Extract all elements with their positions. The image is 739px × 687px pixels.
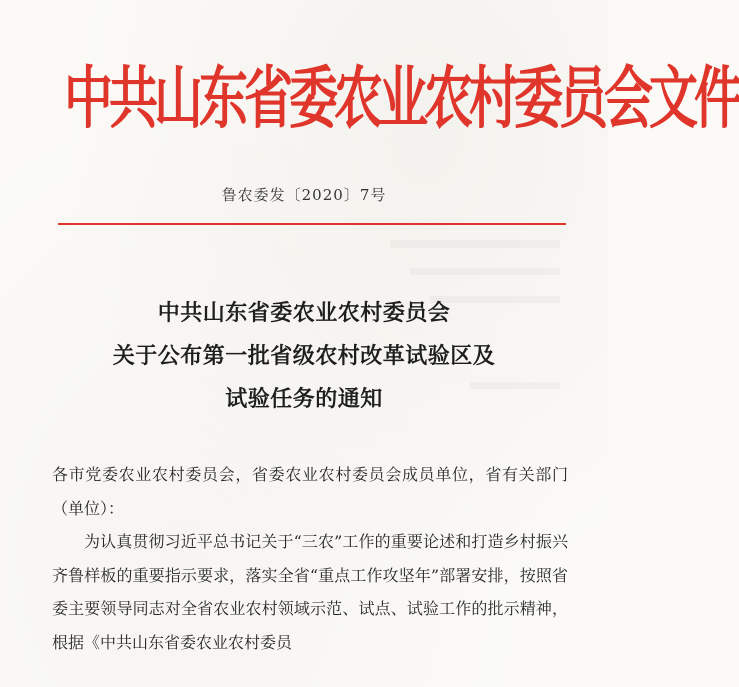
- document-title: [0, 292, 608, 421]
- body-paragraph: 为认真贯彻习近平总书记关于“三农”工作的重要论述和打造乡村振兴齐鲁样板的重要指示要求，落实全省“重点工作攻坚年”部署安排，按照省委主要领导同志对全省农业农村领域示范、试点、试验工作的批示精神，根据《中共山东省委农业农村委员: [52, 532, 568, 652]
- document-body: [52, 458, 568, 659]
- title-line-2: 关于公布第一批省级农村改革试验区及: [112, 343, 496, 369]
- recipients-paragraph: 各市党委农业农村委员会，省委农业农村委员会成员单位，省有关部门（单位）：: [52, 465, 568, 518]
- title-line-3: 试验任务的通知: [225, 386, 383, 412]
- title-line-1: 中共山东省委农业农村委员会: [157, 300, 451, 326]
- paper-texture: [410, 268, 560, 275]
- red-divider-line: [58, 223, 566, 225]
- paper-texture: [390, 240, 560, 248]
- document-number: 鲁农委发〔2020〕7号: [221, 186, 387, 204]
- document-header-title: 中共山东省委农业农村委员会文件: [64, 59, 739, 139]
